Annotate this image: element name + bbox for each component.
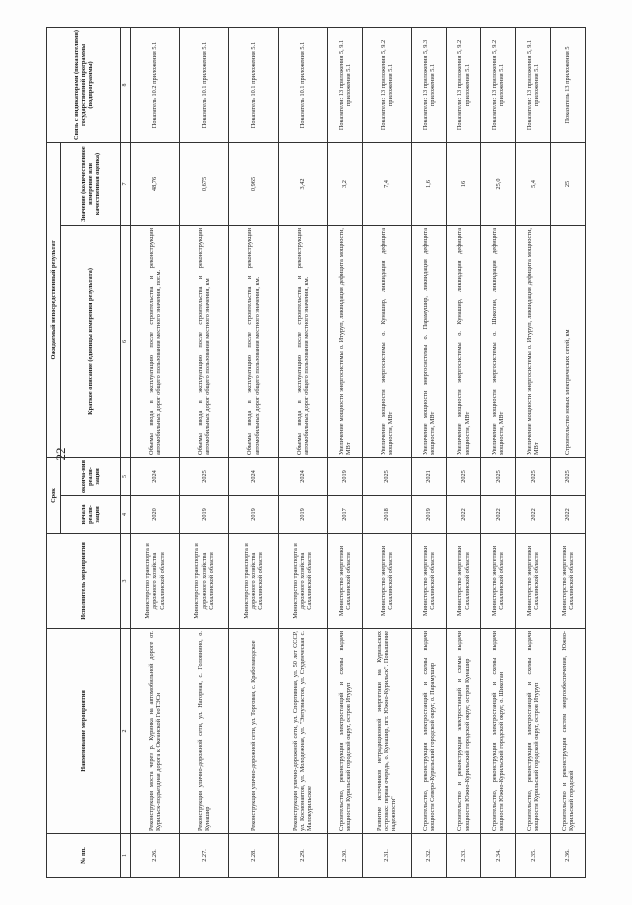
table-row bbox=[278, 27, 327, 877]
row-value: 25 bbox=[551, 142, 586, 225]
row-desc: Увеличение мощности энергосистемы о. Итуруп, ликвидация дефицита мощности, МВт bbox=[327, 225, 362, 457]
row-link: Показатели: 13 приложения 5, 9.2 приложения 5.1 bbox=[446, 27, 481, 142]
row-start: 2019 bbox=[180, 496, 229, 534]
row-name: Развитие источников нетрадиционной энергетики на Курильских островах: первая очередь, о. Кунашир, пгт. Южно-Курильск". Повышение надежности" bbox=[362, 629, 411, 834]
header-term-end: оконча-ния реали-зации bbox=[61, 457, 121, 495]
row-num: 2.34. bbox=[481, 834, 516, 878]
row-value: 16 bbox=[446, 142, 481, 225]
row-desc: Увеличение мощности энергосистемы о. Итуруп, ликвидация дефицита мощности, МВт bbox=[516, 225, 551, 457]
row-num: 2.31. bbox=[362, 834, 411, 878]
row-desc: Объемы ввода в эксплуатацию после строительства и реконструкции автомобильных дорог общего пользования местного значения, км. bbox=[278, 225, 327, 457]
row-name: Строительство, реконструкция электростанций и схемы выдачи мощности Курильский городской округ, остров Итуруп bbox=[516, 629, 551, 834]
table-row bbox=[446, 27, 481, 877]
column-numbers-row bbox=[121, 27, 131, 877]
row-value: 3,2 bbox=[327, 142, 362, 225]
table-row bbox=[481, 27, 516, 877]
row-executor: Министерство энергетики Сахалинской области bbox=[551, 534, 586, 629]
col-number: 7 bbox=[121, 142, 131, 225]
header-result-desc: Краткое описание (единицы измерения результата) bbox=[61, 225, 121, 457]
row-name: Реконструкция улично-дорожной сети, ул. Торговая, с. Крабозаводское bbox=[229, 629, 278, 834]
row-desc: Объемы ввода в эксплуатацию после строительства и реконструкции автомобильных дорог общего пользования местного значения, пог.м. bbox=[131, 225, 180, 457]
table-row bbox=[327, 27, 362, 877]
row-executor: Министерство энергетики Сахалинской области bbox=[516, 534, 551, 629]
header-name: Наименование мероприятия bbox=[47, 629, 121, 834]
row-link: Показатель 10.2 приложения 5.1 bbox=[131, 27, 180, 142]
row-num: 2.27. bbox=[180, 834, 229, 878]
row-executor: Министерство энергетики Сахалинской области bbox=[481, 534, 516, 629]
row-desc: Объемы ввода в эксплуатацию после строительства и реконструкции автомобильных дорог общего пользования местного значения, км bbox=[180, 225, 229, 457]
row-executor: Министерство транспорта и дорожного хозяйства Сахалинской области bbox=[229, 534, 278, 629]
row-executor: Министерство транспорта и дорожного хозяйства Сахалинской области bbox=[180, 534, 229, 629]
table-row bbox=[229, 27, 278, 877]
table-row bbox=[362, 27, 411, 877]
col-number: 4 bbox=[121, 496, 131, 534]
row-executor: Министерство энергетики Сахалинской области bbox=[362, 534, 411, 629]
row-end: 2025 bbox=[481, 457, 516, 495]
header-result-value: Значение (количественное измерение или качественная оценка) bbox=[61, 142, 121, 225]
row-executor: Министерство транспорта и дорожного хозяйства Сахалинской области bbox=[278, 534, 327, 629]
col-number: 5 bbox=[121, 457, 131, 495]
rotated-table-wrapper bbox=[46, 28, 586, 878]
row-end: 2025 bbox=[362, 457, 411, 495]
row-num: 2.36. bbox=[551, 834, 586, 878]
row-link: Показатели: 13 приложения 5, 9.3 приложения 5.1 bbox=[411, 27, 446, 142]
row-value: 7,4 bbox=[362, 142, 411, 225]
row-executor: Министерство энергетики Сахалинской области bbox=[446, 534, 481, 629]
row-name: Строительство, реконструкция электростанций и схемы выдачи мощности Северо-Курильский городской округ, о. Парамушир bbox=[411, 629, 446, 834]
row-end: 2024 bbox=[278, 457, 327, 495]
row-name: Реконструкция моста через р. Куринка на автомобильной дороге от. Курильск-подъездная дорога к Океанской ГеоТЭСн bbox=[131, 629, 180, 834]
col-number: 6 bbox=[121, 225, 131, 457]
row-start: 2019 bbox=[229, 496, 278, 534]
row-start: 2018 bbox=[362, 496, 411, 534]
row-name: Строительство, реконструкция электростанций и схемы выдачи мощности Курильский городской округ, остров Итуруп bbox=[327, 629, 362, 834]
col-number: 3 bbox=[121, 534, 131, 629]
row-name: Строительство и реконструкция электростанций и схемы выдачи мощности Южно-Курильский городской округ, остров Кунашир bbox=[446, 629, 481, 834]
row-value: 0,965 bbox=[229, 142, 278, 225]
row-link: Показатель 10.1 приложения 5.1 bbox=[229, 27, 278, 142]
row-end: 2024 bbox=[229, 457, 278, 495]
row-end: 2025 bbox=[551, 457, 586, 495]
row-desc: Увеличение мощности энергосистемы о. Кунашир, ликвидация дефицита мощности, МВт bbox=[362, 225, 411, 457]
row-desc: Увеличение мощности энергосистемы о. Шикотан, ликвидация дефицита мощности, МВт bbox=[481, 225, 516, 457]
row-end: 2025 bbox=[446, 457, 481, 495]
table-row bbox=[551, 27, 586, 877]
row-num: 2.28. bbox=[229, 834, 278, 878]
row-start: 2022 bbox=[481, 496, 516, 534]
row-name: Строительство и реконструкция систем энергообеспечения, Южно-Курильский городской bbox=[551, 629, 586, 834]
row-num: 2.26. bbox=[131, 834, 180, 878]
row-executor: Министерство транспорта и дорожного хозяйства Сахалинской области bbox=[131, 534, 180, 629]
row-start: 2017 bbox=[327, 496, 362, 534]
row-desc: Увеличение мощности энергосистемы о. Кунашир, ликвидация дефицита мощности, МВт bbox=[446, 225, 481, 457]
row-name: Реконструкция улично-дорожной сети, ул. Спортивная, ул. 50 лет СССР, ул. Космонавтов, ул. Молодежная, ул. "Энтузиастов, ул. Студенческая с. Малокурильское bbox=[278, 629, 327, 834]
row-executor: Министерство энергетики Сахалинской области bbox=[327, 534, 362, 629]
row-link: Показатели: 13 приложения 5, 9.2 приложения 5.1 bbox=[481, 27, 516, 142]
row-link: Показатели: 13 приложения 5, 9.2 приложения 5.1 bbox=[362, 27, 411, 142]
table-row bbox=[131, 27, 180, 877]
row-num: 2.30. bbox=[327, 834, 362, 878]
row-name: Реконструкция улично-дорожной сети, ул. Нагорная, с. Головнино, о. Кунашир bbox=[180, 629, 229, 834]
row-end: 2024 bbox=[131, 457, 180, 495]
row-executor: Министерство энергетики Сахалинской области bbox=[411, 534, 446, 629]
row-name: Строительство, реконструкция электростанций и схемы выдачи мощности Южно-Курильский городской округ, о. Шикотан bbox=[481, 629, 516, 834]
header-link: Связь с индикаторами (показателями) государственной программы (подпрограммы) bbox=[47, 27, 121, 142]
row-value: 1,6 bbox=[411, 142, 446, 225]
row-end: 2025 bbox=[180, 457, 229, 495]
row-link: Показатель 10.1 приложения 5.1 bbox=[180, 27, 229, 142]
row-value: 0,675 bbox=[180, 142, 229, 225]
row-link: Показатель 13 приложения 5 bbox=[551, 27, 586, 142]
row-end: 2019 bbox=[327, 457, 362, 495]
row-value: 3,42 bbox=[278, 142, 327, 225]
header-term: Срок bbox=[47, 457, 61, 533]
col-number: 1 bbox=[121, 834, 131, 878]
table-row bbox=[180, 27, 229, 877]
row-start: 2019 bbox=[278, 496, 327, 534]
row-link: Показатели: 13 приложения 5, 9.1 приложения 5.1 bbox=[516, 27, 551, 142]
row-num: 2.32. bbox=[411, 834, 446, 878]
row-desc: Строительство новых электрических сетей, км bbox=[551, 225, 586, 457]
row-end: 2025 bbox=[516, 457, 551, 495]
col-number: 2 bbox=[121, 629, 131, 834]
row-value: 5,4 bbox=[516, 142, 551, 225]
row-num: 2.33. bbox=[446, 834, 481, 878]
row-desc: Объемы ввода в эксплуатацию после строительства и реконструкции автомобильных дорог общего пользования местного значения, км. bbox=[229, 225, 278, 457]
row-start: 2022 bbox=[446, 496, 481, 534]
row-link: Показатель 10.1 приложения 5.1 bbox=[278, 27, 327, 142]
table-row bbox=[411, 27, 446, 877]
header-num: № пп. bbox=[47, 834, 121, 878]
table-row bbox=[516, 27, 551, 877]
col-number: 8 bbox=[121, 27, 131, 142]
row-num: 2.35. bbox=[516, 834, 551, 878]
row-start: 2019 bbox=[411, 496, 446, 534]
row-start: 2020 bbox=[131, 496, 180, 534]
header-executor: Исполнитель мероприятия bbox=[47, 534, 121, 629]
row-desc: Увеличение мощности энергосистемы о. Парамушир, ликвидация дефицита мощности, МВт bbox=[411, 225, 446, 457]
row-link: Показатели: 13 приложения 5, 9.1 приложения 5.1 bbox=[327, 27, 362, 142]
header-result-group: Ожидаемый непосредственный результат bbox=[47, 142, 61, 457]
row-start: 2022 bbox=[516, 496, 551, 534]
row-end: 2021 bbox=[411, 457, 446, 495]
row-start: 2022 bbox=[551, 496, 586, 534]
measures-table bbox=[46, 27, 586, 878]
header-term-start: начала реали-зации bbox=[61, 496, 121, 534]
row-num: 2.29. bbox=[278, 834, 327, 878]
row-value: 48,76 bbox=[131, 142, 180, 225]
page-number: 22 bbox=[53, 447, 68, 461]
row-value: 25,0 bbox=[481, 142, 516, 225]
